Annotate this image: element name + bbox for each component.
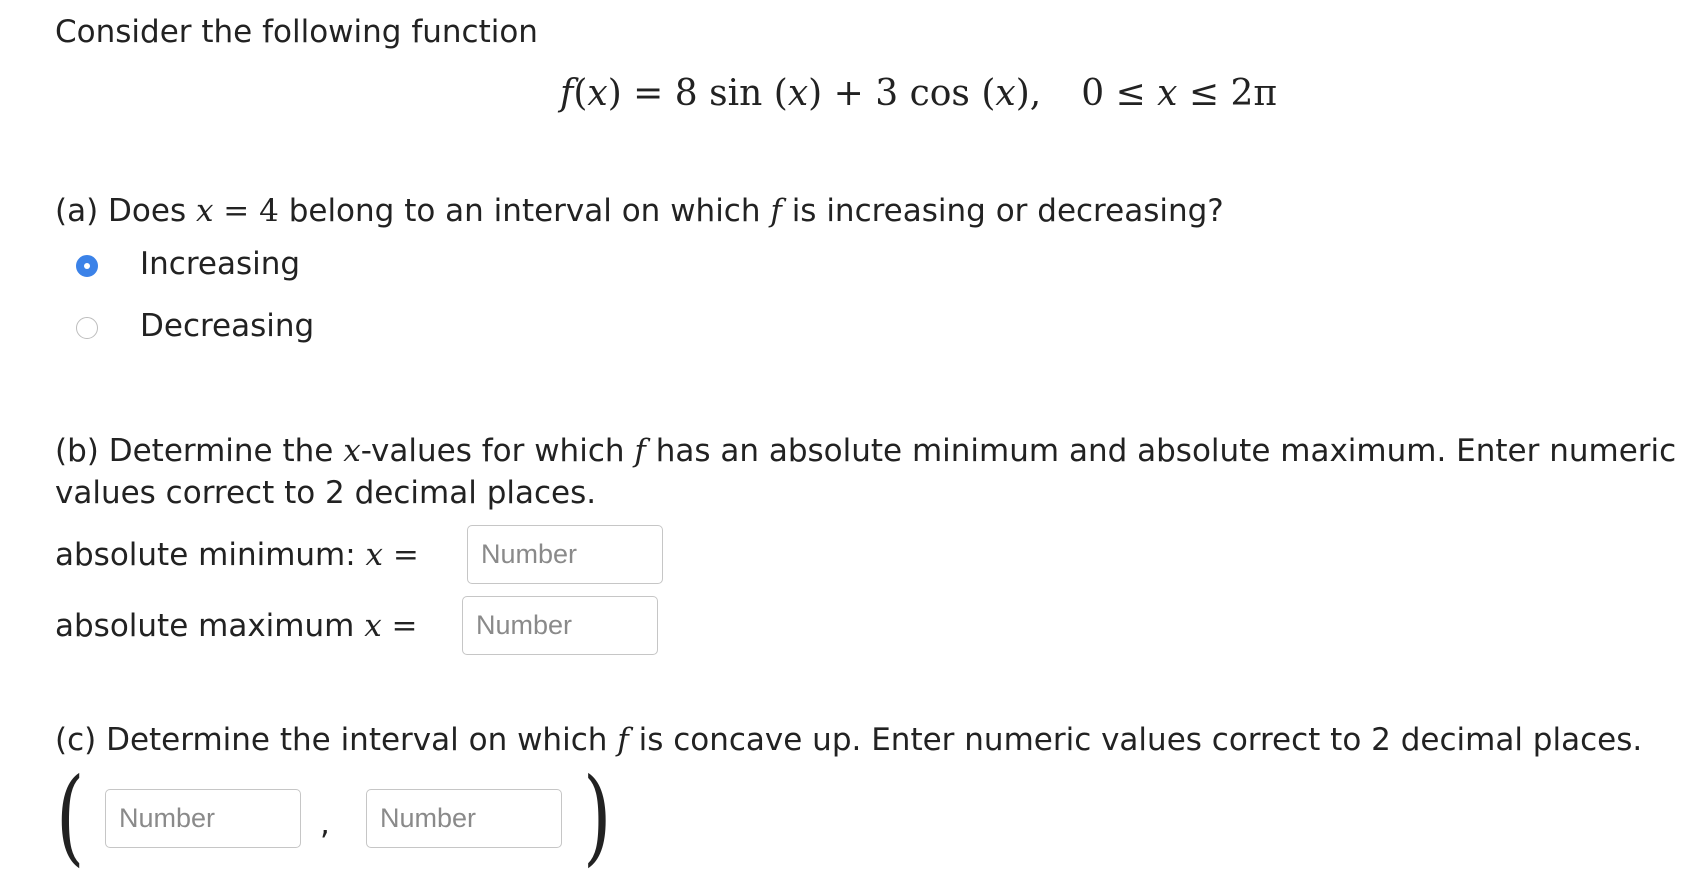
part-a-suffix: is increasing or decreasing? [781,193,1224,229]
radio-increasing[interactable] [76,255,98,277]
interval-open-paren: ( [56,755,85,877]
formula-x3: x [995,73,1016,114]
abs-max-eq: = [381,608,418,644]
abs-max-label [55,606,418,646]
abs-max-var: x [364,608,382,644]
interval-right-input[interactable] [366,789,562,848]
function-formula: f(x) = 8 sin (x) + 3 cos (x), 0 ≤ x ≤ 2π [560,73,1278,114]
abs-min-label [55,535,419,575]
part-b-var: x [343,433,361,469]
abs-min-var: x [365,537,384,573]
intro-text: Consider the following function [55,14,538,50]
formula-close: ), [1015,73,1042,114]
part-a-prefix: (a) Does [55,193,196,229]
formula-f: f [560,73,574,114]
part-c-prefix: (c) Determine the interval on which [55,722,618,758]
part-c-question [55,720,1642,760]
part-b-prefix: (b) Determine the [55,433,344,469]
part-a-eq: = 4 [213,193,279,229]
interval-comma: , [320,806,330,842]
interval-left-input[interactable] [105,789,301,848]
formula-domain-lhs: 0 ≤ [1081,73,1158,114]
abs-max-input[interactable] [462,596,658,655]
abs-min-text: absolute minimum: [55,537,366,573]
interval-close-paren: ) [583,755,612,877]
formula-domain-rhs: ≤ 2π [1177,73,1278,114]
part-a-f: f [770,193,782,229]
abs-min-eq: = [383,537,419,573]
part-a-question [55,191,1224,231]
part-b-question [55,431,1676,471]
radio-label-decreasing[interactable]: Decreasing [140,308,315,344]
abs-min-input[interactable] [467,525,663,584]
part-c-f: f [617,722,629,758]
part-b-suffix: has an absolute minimum and absolute maximum. Enter numeric [645,433,1677,469]
formula-rhs: 8 sin ( [674,73,788,114]
radio-decreasing[interactable] [76,317,98,339]
formula-plus: ) + 3 cos ( [808,73,996,114]
part-b-mid: -values for which [360,433,635,469]
part-a-var: x [195,193,214,229]
abs-max-text: absolute maximum [55,608,365,644]
part-b-f: f [634,433,646,469]
part-c-suffix: is concave up. Enter numeric values correct to 2 decimal places. [628,722,1643,758]
formula-x: x [587,73,608,114]
formula-x4: x [1157,73,1178,114]
formula-x2: x [787,73,809,114]
part-b-line2: values correct to 2 decimal places. [55,475,597,511]
radio-label-increasing[interactable]: Increasing [140,246,301,282]
part-a-mid: belong to an interval on which [278,193,771,229]
